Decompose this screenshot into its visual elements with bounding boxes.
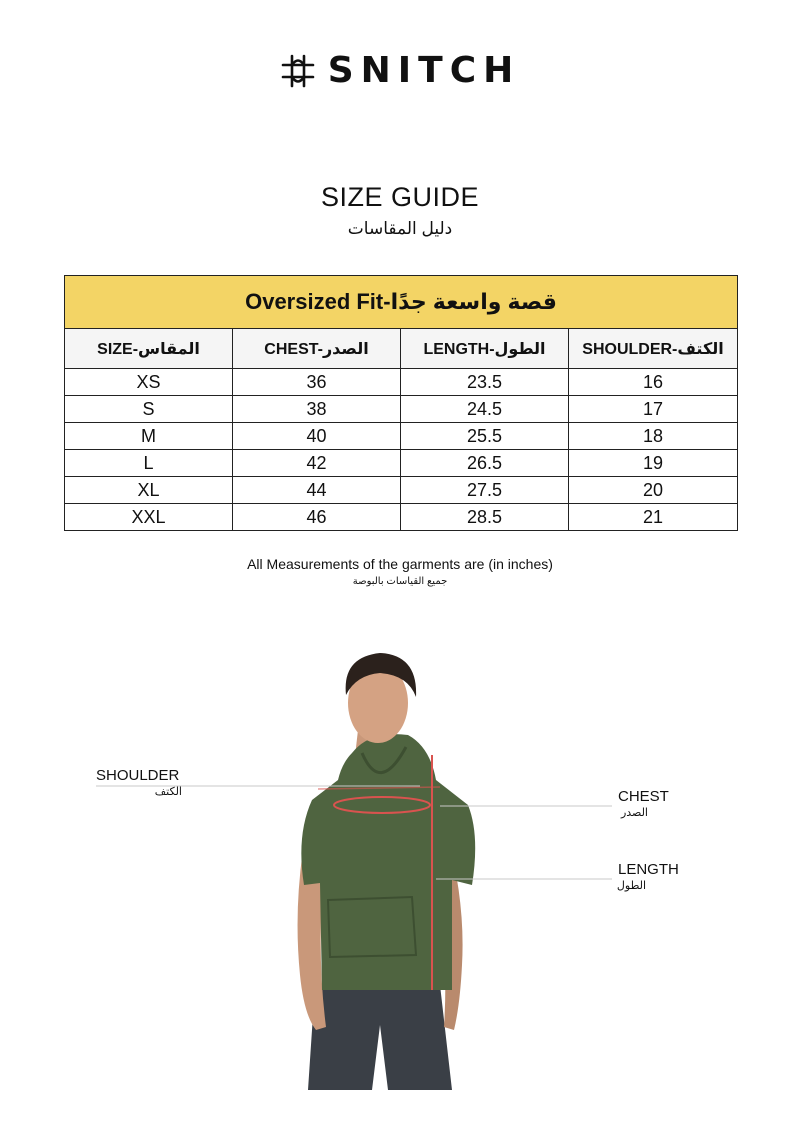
chest-callout (618, 788, 669, 820)
column-header-shoulder: SHOULDER-الكتف (569, 329, 738, 369)
cell-size: L (65, 450, 233, 477)
cell-shoulder: 21 (569, 504, 738, 531)
chest-callout-label: CHEST (618, 788, 669, 805)
shoulder-callout-label: SHOULDER (96, 767, 180, 784)
cell-size: M (65, 423, 233, 450)
cell-chest: 38 (233, 396, 401, 423)
cell-shoulder: 19 (569, 450, 738, 477)
cell-length: 25.5 (401, 423, 569, 450)
measurement-note-arabic: جميع القياسات بالبوصة (352, 576, 448, 587)
page-title-arabic: دليل المقاسات (347, 219, 453, 238)
cell-length: 27.5 (401, 477, 569, 504)
cell-length: 28.5 (401, 504, 569, 531)
page-title: SIZE GUIDE (320, 182, 480, 212)
cell-shoulder: 17 (569, 396, 738, 423)
column-header-size: SIZE-المقاس (65, 329, 233, 369)
cell-length: 26.5 (401, 450, 569, 477)
cell-length: 23.5 (401, 369, 569, 396)
cell-chest: 36 (233, 369, 401, 396)
cell-size: XS (65, 369, 233, 396)
cell-chest: 40 (233, 423, 401, 450)
cell-shoulder: 16 (569, 369, 738, 396)
column-header-length: LENGTH-الطول (401, 329, 569, 369)
column-header-chest: CHEST-الصدر (233, 329, 401, 369)
fit-label: Oversized Fit-قصة واسعة جدًا (65, 276, 738, 329)
cell-chest: 44 (233, 477, 401, 504)
cell-shoulder: 18 (569, 423, 738, 450)
brand-name: SNITCH (327, 50, 521, 91)
cell-size: S (65, 396, 233, 423)
cell-length: 24.5 (401, 396, 569, 423)
cell-chest: 46 (233, 504, 401, 531)
cell-chest: 42 (233, 450, 401, 477)
cell-size: XXL (65, 504, 233, 531)
length-callout-arabic: الطول (616, 880, 646, 892)
length-callout-label: LENGTH (618, 861, 679, 878)
shoulder-callout (96, 767, 182, 799)
cell-size: XL (65, 477, 233, 504)
measurement-note: All Measurements of the garments are (in inches) (247, 556, 553, 572)
length-callout (618, 861, 679, 893)
shoulder-callout-arabic: الكتف (154, 786, 182, 798)
chest-callout-arabic: الصدر (620, 807, 648, 819)
cell-shoulder: 20 (569, 477, 738, 504)
